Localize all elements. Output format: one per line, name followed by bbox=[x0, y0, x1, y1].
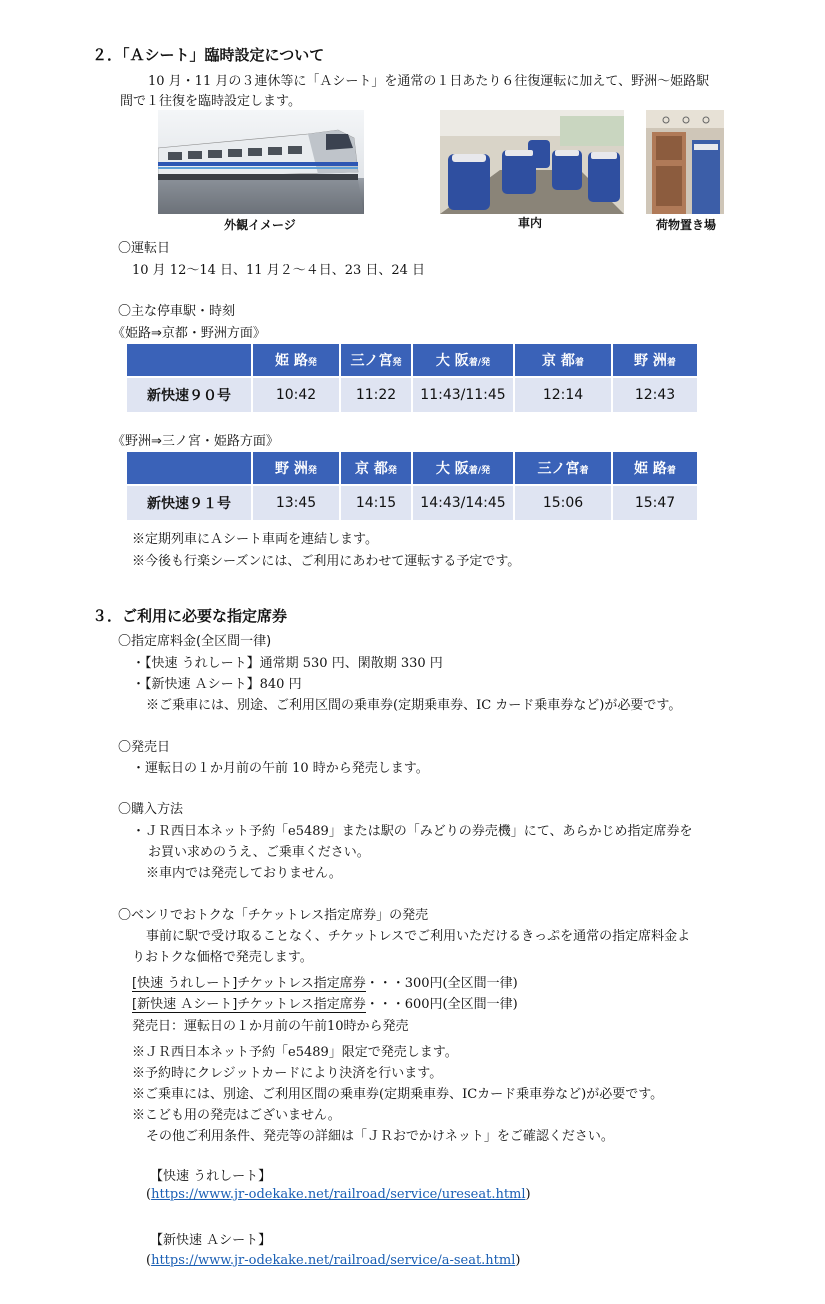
note-coupled: ※定期列車にＡシート車両を連結します。 bbox=[132, 532, 378, 547]
interior-caption: 車内 bbox=[517, 216, 542, 230]
time-cell: 14:43/14:45 bbox=[413, 486, 513, 520]
table1-title: 《姫路⇒京都・野洲方面》 bbox=[112, 326, 266, 341]
time-cell: 13:45 bbox=[253, 486, 339, 520]
table-row bbox=[127, 378, 697, 412]
paren-close: ) bbox=[525, 1187, 531, 1202]
train-exterior-photo bbox=[158, 110, 364, 214]
luggage-caption: 荷物置き場 bbox=[655, 218, 716, 232]
header-station: 姫 路発 bbox=[253, 344, 339, 376]
header-station: 京 都発 bbox=[341, 452, 411, 484]
link1-row bbox=[146, 1187, 531, 1202]
section3-heading: ３．ご利用に必要な指定席券 bbox=[92, 607, 288, 625]
header-blank bbox=[127, 452, 251, 484]
header-station: 野 洲着 bbox=[613, 344, 697, 376]
train-name: 新快速９０号 bbox=[127, 378, 251, 412]
time-cell: 14:15 bbox=[341, 486, 411, 520]
note-ticket-required: ※ご乗車には、別途、ご利用区間の乗車券(定期乗車券、ICカード乗車券など)が必要です。 bbox=[132, 1087, 664, 1102]
ticketless-line1: 事前に駅で受け取ることなく、チケットレスでご利用いただけるきっぷを通常の指定席料金よ bbox=[146, 929, 691, 944]
purchase-line2: お買い求めのうえ、ご乗車ください。 bbox=[148, 845, 370, 860]
time-cell: 11:43/11:45 bbox=[413, 378, 513, 412]
ticket-ureseat-name: [快速 うれしート]チケットレス指定席券 bbox=[132, 976, 366, 991]
operating-days-heading: 〇運転日 bbox=[118, 241, 171, 256]
ureseat-link[interactable]: https://www.jr-odekake.net/railroad/service/ureseat.html bbox=[151, 1187, 526, 1202]
fee-item-ureseat: ・【快速 うれしート】通常期 530 円、閑散期 330 円 bbox=[132, 656, 443, 671]
note-e5489: ※ＪＲ西日本ネット予約「e5489」限定で発売します。 bbox=[132, 1045, 458, 1060]
time-cell: 12:43 bbox=[613, 378, 697, 412]
exterior-caption: 外観イメージ bbox=[224, 218, 296, 232]
fee-item-aseat: ・【新快速 Ａシート】840 円 bbox=[132, 677, 302, 692]
paren-close: ) bbox=[515, 1253, 521, 1268]
ticketless-heading: 〇ベンリでおトクな「チケットレス指定席券」の発売 bbox=[118, 908, 429, 923]
luggage-area-photo bbox=[646, 110, 724, 214]
ticket-aseat-row bbox=[132, 993, 518, 1012]
table-header-row bbox=[127, 344, 697, 376]
link2-row bbox=[146, 1253, 520, 1268]
section2-heading: ２．「Ａシート」臨時設定について bbox=[92, 46, 325, 64]
header-station: 三ノ宮着 bbox=[515, 452, 611, 484]
timetable-yasu-to-himeji bbox=[125, 450, 699, 522]
table2-title: 《野洲⇒三ノ宮・姫路方面》 bbox=[112, 434, 279, 449]
header-station: 京 都着 bbox=[515, 344, 611, 376]
train-name: 新快速９１号 bbox=[127, 486, 251, 520]
ticketless-sale-date: 発売日：運転日の１か月前の午前10時から発売 bbox=[132, 1019, 409, 1034]
ticket-ureseat-price: ・・・300円(全区間一律) bbox=[365, 976, 518, 991]
stations-heading: 〇主な停車駅・時刻 bbox=[118, 304, 236, 319]
train-interior-photo bbox=[440, 110, 624, 214]
header-station: 三ノ宮発 bbox=[341, 344, 411, 376]
purchase-note: ※車内では発売しておりません。 bbox=[146, 866, 342, 881]
time-cell: 11:22 bbox=[341, 378, 411, 412]
timetable-himeji-to-yasu bbox=[125, 342, 699, 414]
time-cell: 10:42 bbox=[253, 378, 339, 412]
other-conditions: その他ご利用条件、発売等の詳細は「ＪＲおでかけネット」をご確認ください。 bbox=[146, 1129, 614, 1144]
fee-note: ※ご乗車には、別途、ご利用区間の乗車券(定期乗車券、IC カード乗車券など)が必要です。 bbox=[146, 698, 682, 713]
table-row bbox=[127, 486, 697, 520]
note-children: ※こども用の発売はございません。 bbox=[132, 1108, 341, 1123]
sale-heading: 〇発売日 bbox=[118, 740, 171, 755]
header-station: 姫 路着 bbox=[613, 452, 697, 484]
paren-open: ( bbox=[146, 1187, 152, 1202]
aseat-link[interactable]: https://www.jr-odekake.net/railroad/service/a-seat.html bbox=[151, 1253, 516, 1268]
time-cell: 15:06 bbox=[515, 486, 611, 520]
purchase-heading: 〇購入方法 bbox=[118, 802, 184, 817]
operating-days: 10 月 12～14 日、11 月２～４日、23 日、24 日 bbox=[132, 263, 426, 278]
header-blank bbox=[127, 344, 251, 376]
ticket-aseat-name: [新快速 Ａシート]チケットレス指定席券 bbox=[132, 997, 366, 1012]
sale-item: ・運転日の１か月前の午前 10 時から発売します。 bbox=[132, 761, 429, 776]
fee-heading: 〇指定席料金(全区間一律) bbox=[118, 634, 272, 649]
link2-label: 【新快速 Ａシート】 bbox=[150, 1233, 272, 1248]
purchase-line1: ・ＪＲ西日本ネット予約「e5489」または駅の「みどりの券売機」にて、あらかじめ指定席券を bbox=[132, 824, 693, 839]
section2-intro-line1: 10 月・11 月の３連休等に「Ａシート」を通常の１日あたり６往復運転に加えて、野洲～姫路駅 bbox=[148, 74, 710, 89]
note-credit: ※予約時にクレジットカードにより決済を行います。 bbox=[132, 1066, 443, 1081]
header-station: 大 阪着/発 bbox=[413, 344, 513, 376]
time-cell: 12:14 bbox=[515, 378, 611, 412]
ticket-aseat-price: ・・・600円(全区間一律) bbox=[365, 997, 518, 1012]
table-header-row bbox=[127, 452, 697, 484]
link1-label: 【快速 うれしート】 bbox=[150, 1169, 272, 1184]
section2-intro-line2: 間で１往復を臨時設定します。 bbox=[120, 94, 301, 109]
header-station: 大 阪着/発 bbox=[413, 452, 513, 484]
ticket-ureseat-row bbox=[132, 972, 518, 991]
time-cell: 15:47 bbox=[613, 486, 697, 520]
paren-open: ( bbox=[146, 1253, 152, 1268]
header-station: 野 洲発 bbox=[253, 452, 339, 484]
note-future: ※今後も行楽シーズンには、ご利用にあわせて運転する予定です。 bbox=[132, 554, 521, 569]
ticketless-line2: りおトクな価格で発売します。 bbox=[132, 950, 313, 965]
